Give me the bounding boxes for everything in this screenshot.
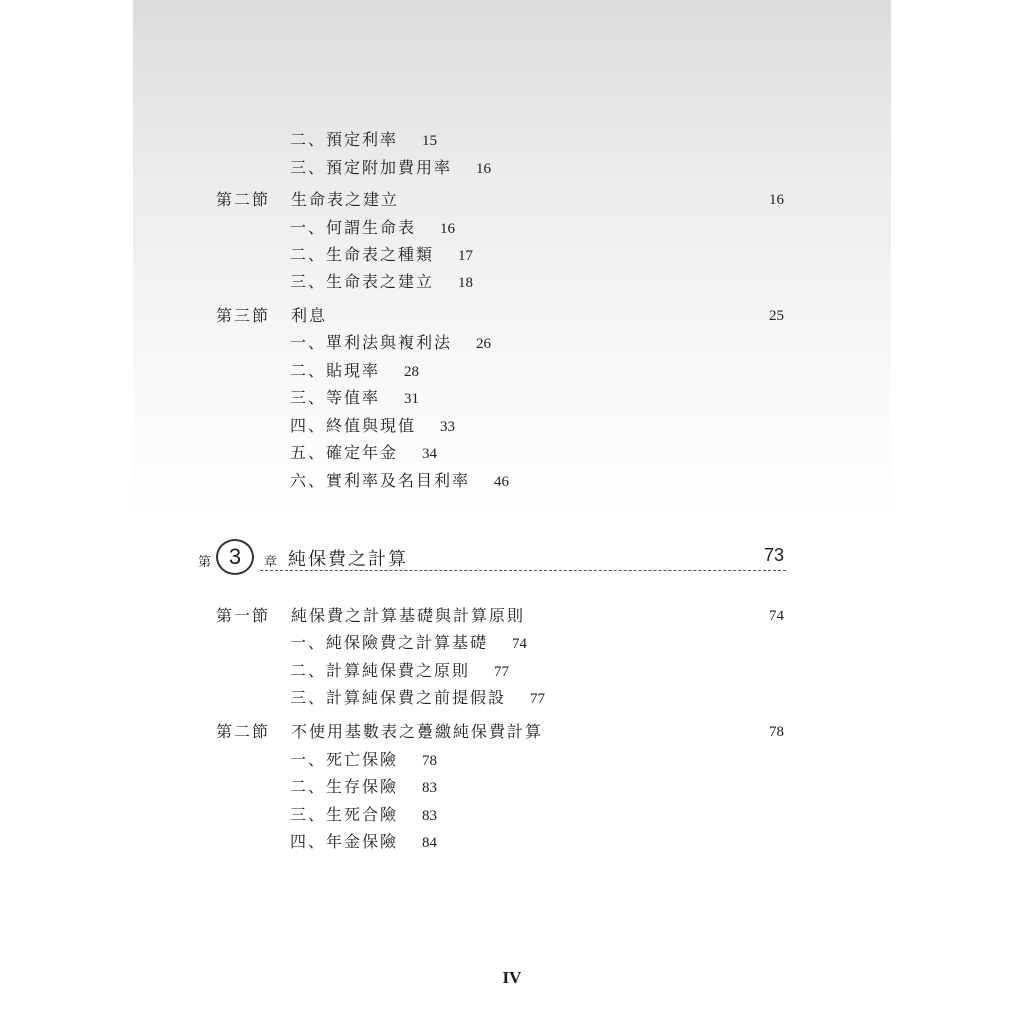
toc-entry	[290, 469, 509, 493]
toc-entry-page: 31	[404, 391, 420, 407]
toc-entry-page: 16	[476, 161, 492, 177]
toc-entry-label: 一、何謂生命表	[290, 218, 417, 237]
toc-entry	[290, 659, 509, 683]
toc-entry	[290, 386, 419, 410]
section-page: 78	[769, 724, 784, 740]
toc-entry	[290, 216, 455, 240]
toc-entry-label: 三、預定附加費用率	[290, 158, 453, 177]
chapter-suffix: 章	[264, 555, 278, 570]
toc-entry	[290, 156, 491, 180]
toc-entry-page: 83	[422, 780, 438, 796]
toc-entry-page: 46	[494, 474, 510, 490]
section-title: 生命表之建立	[291, 190, 400, 209]
toc-entry	[290, 243, 473, 267]
section-title: 不使用基數表之躉繳純保費計算	[291, 722, 544, 741]
toc-entry-label: 四、年金保險	[290, 832, 399, 851]
toc-entry-page: 77	[530, 691, 546, 707]
book-page	[133, 0, 891, 1024]
toc-entry-label: 一、純保險費之計算基礎	[290, 633, 489, 652]
toc-entry-label: 二、計算純保費之原則	[290, 661, 471, 680]
section-name: 第二節	[216, 722, 271, 741]
toc-entry-page: 33	[440, 419, 456, 435]
toc-entry-page: 18	[458, 275, 474, 291]
toc-entry	[290, 748, 437, 772]
toc-entry	[290, 270, 473, 294]
section-name: 第一節	[216, 606, 271, 625]
section-name: 第三節	[216, 306, 271, 325]
chapter-number-badge: 3	[216, 539, 254, 575]
toc-entry-page: 74	[512, 636, 528, 652]
toc-entry-page: 16	[440, 221, 456, 237]
chapter-dashed-rule	[260, 570, 786, 571]
toc-entry-label: 三、生死合險	[290, 805, 399, 824]
toc-entry-label: 二、生命表之種類	[290, 245, 435, 264]
toc-entry-label: 三、計算純保費之前提假設	[290, 688, 507, 707]
toc-entry	[290, 128, 437, 152]
toc-entry	[290, 441, 437, 465]
section-page: 16	[769, 192, 784, 208]
section-page: 25	[769, 308, 784, 324]
toc-entry-label: 六、實利率及名目利率	[290, 471, 471, 490]
toc-entry	[290, 414, 455, 438]
chapter-prefix: 第	[198, 555, 212, 570]
toc-entry-label: 二、預定利率	[290, 130, 399, 149]
toc-entry	[290, 359, 419, 383]
section-title: 純保費之計算基礎與計算原則	[291, 606, 526, 625]
toc-entry-label: 一、單利法與複利法	[290, 333, 453, 352]
toc-entry	[290, 331, 491, 355]
chapter-heading	[198, 538, 786, 574]
toc-entry-page: 15	[422, 133, 438, 149]
toc-entry	[290, 803, 437, 827]
toc-entry-page: 83	[422, 808, 438, 824]
toc-entry-page: 26	[476, 336, 492, 352]
toc-entry	[290, 631, 527, 655]
toc-section	[216, 720, 784, 744]
toc-entry-label: 三、生命表之建立	[290, 272, 435, 291]
toc-entry-page: 84	[422, 835, 438, 851]
chapter-title: 純保費之計算	[288, 549, 408, 570]
section-title: 利息	[291, 306, 328, 325]
page-folio: IV	[502, 968, 522, 987]
chapter-page: 73	[763, 545, 784, 565]
toc-section	[216, 604, 784, 628]
toc-entry-page: 77	[494, 664, 510, 680]
toc-entry-label: 二、生存保險	[290, 777, 399, 796]
toc-entry-label: 一、死亡保險	[290, 750, 399, 769]
section-page: 74	[769, 608, 784, 624]
toc-entry-page: 34	[422, 446, 438, 462]
section-name: 第二節	[216, 190, 271, 209]
toc-entry-label: 三、等值率	[290, 388, 381, 407]
toc-entry-label: 五、確定年金	[290, 443, 399, 462]
toc-entry-label: 四、終值與現值	[290, 416, 417, 435]
toc-entry-label: 二、貼現率	[290, 361, 381, 380]
toc-section	[216, 304, 784, 328]
toc-entry	[290, 830, 437, 854]
toc-section	[216, 188, 784, 212]
toc-entry-page: 17	[458, 248, 474, 264]
toc-entry	[290, 775, 437, 799]
toc-entry	[290, 686, 545, 710]
toc-entry-page: 28	[404, 364, 420, 380]
toc-entry-page: 78	[422, 753, 438, 769]
